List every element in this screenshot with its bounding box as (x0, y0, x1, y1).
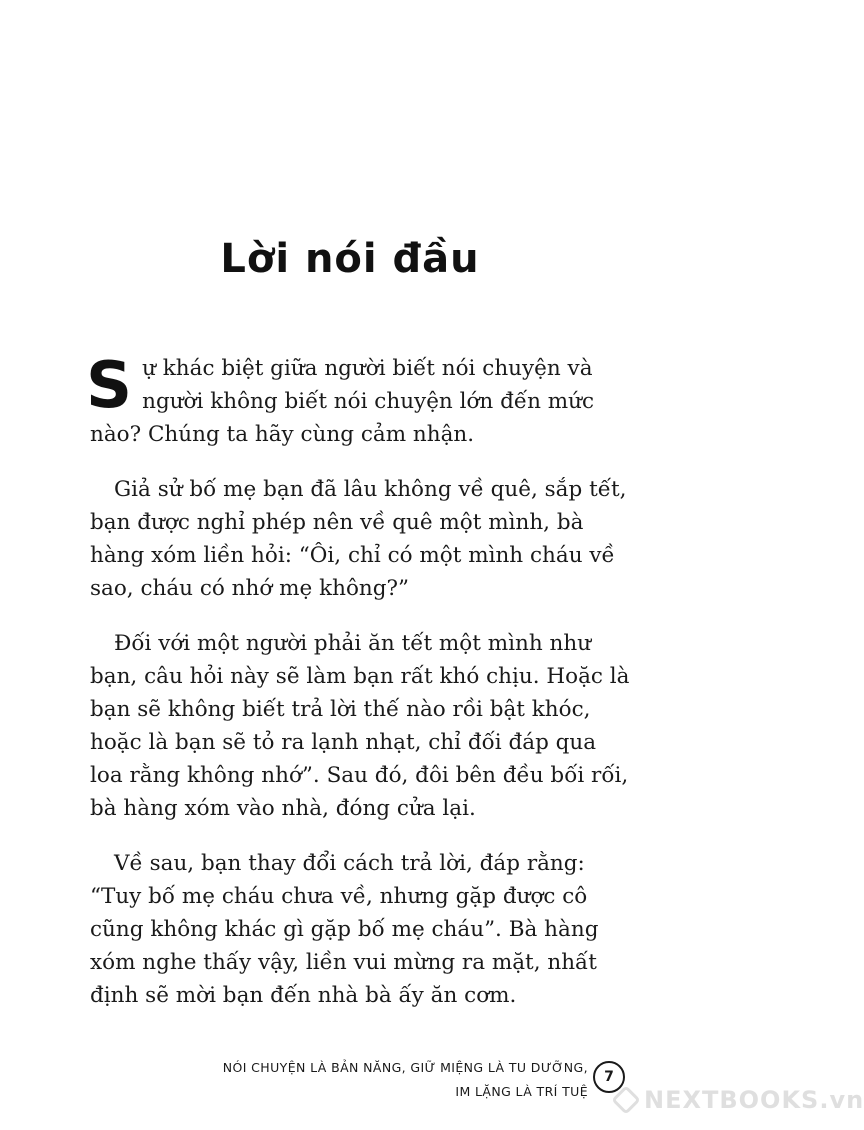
drop-cap: S (86, 349, 133, 423)
paragraph-2: Giả sử bố mẹ bạn đã lâu không về quê, sắp tết, bạn được nghỉ phép nên về quê một mình, bà hàng xóm liền hỏi: “Ôi, chỉ có một mình cháu về sao, cháu có nhớ mẹ không?” (90, 477, 627, 601)
footer-line-1: NÓI CHUYỆN LÀ BẢN NĂNG, GIỮ MIỆNG LÀ TU DƯỠNG, (222, 1060, 588, 1075)
running-footer (223, 1056, 588, 1104)
paragraph-4: Về sau, bạn thay đổi cách trả lời, đáp rằng: “Tuy bố mẹ cháu chưa về, nhưng gặp được cô cũng không khác gì gặp bố mẹ cháu”. Bà hàng xóm nghe thấy vậy, liền vui mừng ra mặt, nhất định sẽ mời bạn đến nhà bà ấy ăn cơm. (90, 851, 599, 1008)
watermark-text: NEXTBOOKS.vn (644, 1086, 864, 1114)
chapter-title: Lời nói đầu (220, 236, 480, 282)
page-number: 7 (593, 1061, 625, 1093)
paragraph-1 (86, 349, 630, 451)
watermark (612, 1086, 864, 1114)
logo-icon (611, 1085, 641, 1115)
paragraph-3: Đối với một người phải ăn tết một mình như bạn, câu hỏi này sẽ làm bạn rất khó chịu. Hoặc là bạn sẽ không biết trả lời thế nào rồi bật khóc, hoặc là bạn sẽ tỏ ra lạnh nhạt, chỉ đối đáp qua loa rằng không nhớ”. Sau đó, đôi bên đều bối rối, bà hàng xóm vào nhà, đóng cửa lại. (90, 631, 630, 821)
paragraph-1-text: ự khác biệt giữa người biết nói chuyện và người không biết nói chuyện lớn đến mức nào? Chúng ta hãy cùng cảm nhận. (90, 356, 595, 447)
footer-line-2: IM LẶNG LÀ TRÍ TUỆ (455, 1084, 588, 1099)
body-text (86, 349, 630, 1034)
